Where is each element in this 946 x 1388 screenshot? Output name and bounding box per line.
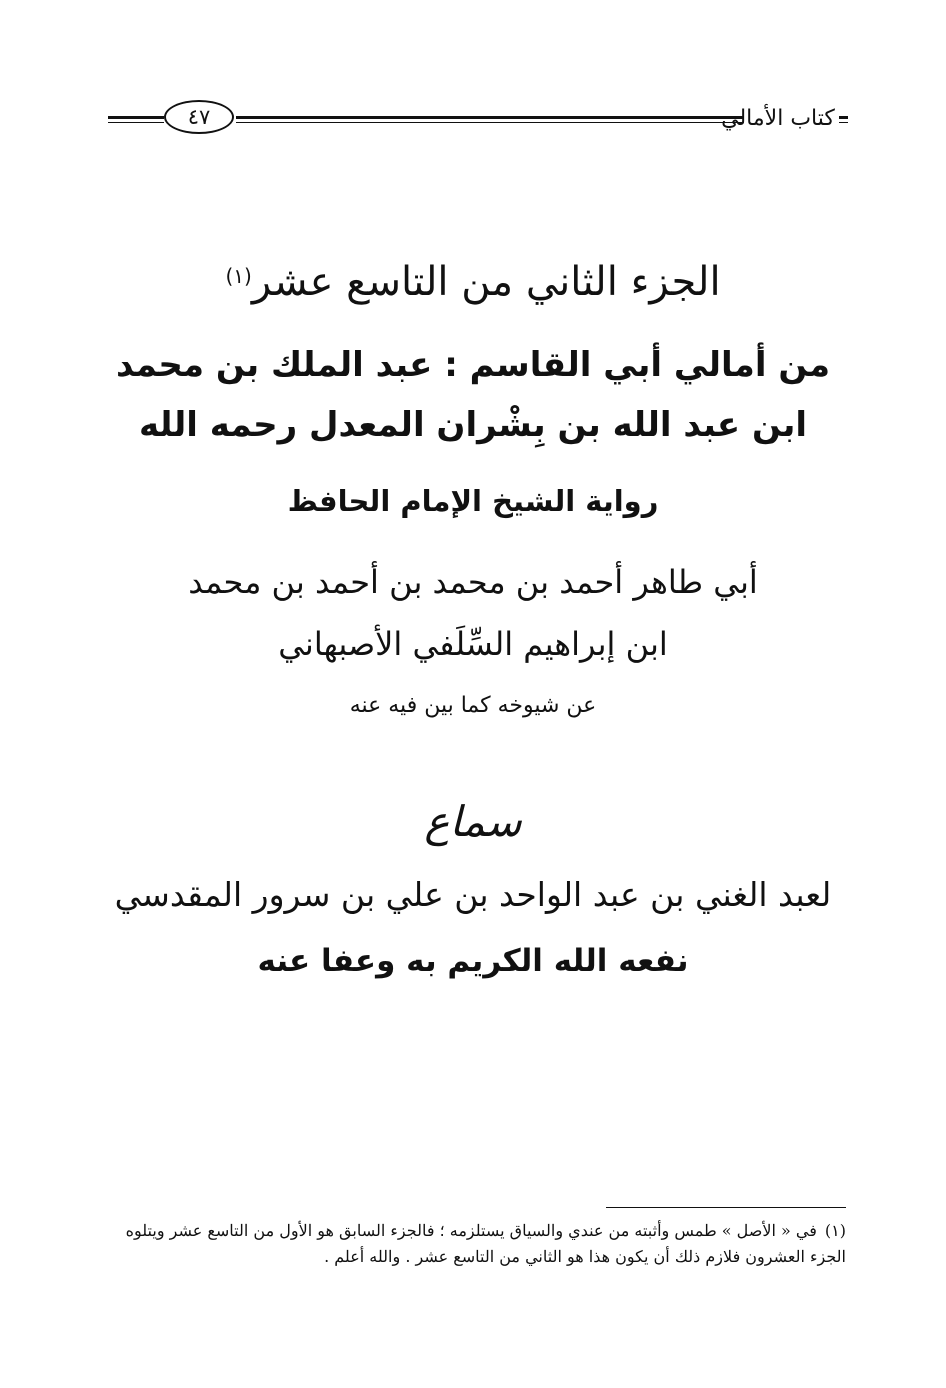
- running-title-text: كتاب الأمالي: [717, 106, 839, 131]
- page-number: ٤٧: [187, 104, 211, 129]
- footnote-marker: (١): [225, 264, 252, 288]
- part-title: [0, 252, 946, 312]
- samaa-name-line: لعبد الغني بن عبد الواحد بن علي بن سرور المقدسي: [114, 875, 832, 914]
- page-number-oval: [164, 100, 234, 134]
- title-line-from: من أمالي أبي القاسم : عبد الملك بن محمد: [116, 345, 830, 385]
- running-title: [721, 98, 835, 138]
- footnote: [100, 1218, 846, 1270]
- footnote-separator: [606, 1207, 846, 1208]
- narrator-line-abu-tahir: أبي طاهر أحمد بن محمد بن أحمد بن محمد: [188, 563, 758, 601]
- header-rule-left: [108, 116, 164, 119]
- samaa-heading: سماع: [424, 797, 522, 846]
- part-title-text: الجزء الثاني من التاسع عشر: [251, 259, 721, 305]
- footnote-number: (١): [824, 1221, 846, 1240]
- narrator-line-shuyukh: عن شيوخه كما بين فيه عنه: [349, 693, 597, 718]
- running-header: [108, 96, 848, 140]
- header-rule-middle: [236, 116, 744, 119]
- samaa-dua-line: نفعه الله الكريم به وعفا عنه: [257, 943, 689, 979]
- narrator-line-ibrahim: ابن إبراهيم السِّلَفي الأصبهاني: [278, 625, 668, 663]
- riwaya-line: رواية الشيخ الإمام الحافظ: [287, 484, 659, 518]
- title-line-ibn: ابن عبد الله بن بِشْران المعدل رحمه الله: [138, 405, 808, 445]
- footnote-text: في « الأصل » طمس وأثبته من عندي والسياق يستلزمه ؛ فالجزء السابق هو الأول من التاسع عشر ويتلوه الجزء العشرون فلازم ذلك أن يكون هذا هو الثاني من التاسع عشر . والله أعلم .: [125, 1221, 846, 1266]
